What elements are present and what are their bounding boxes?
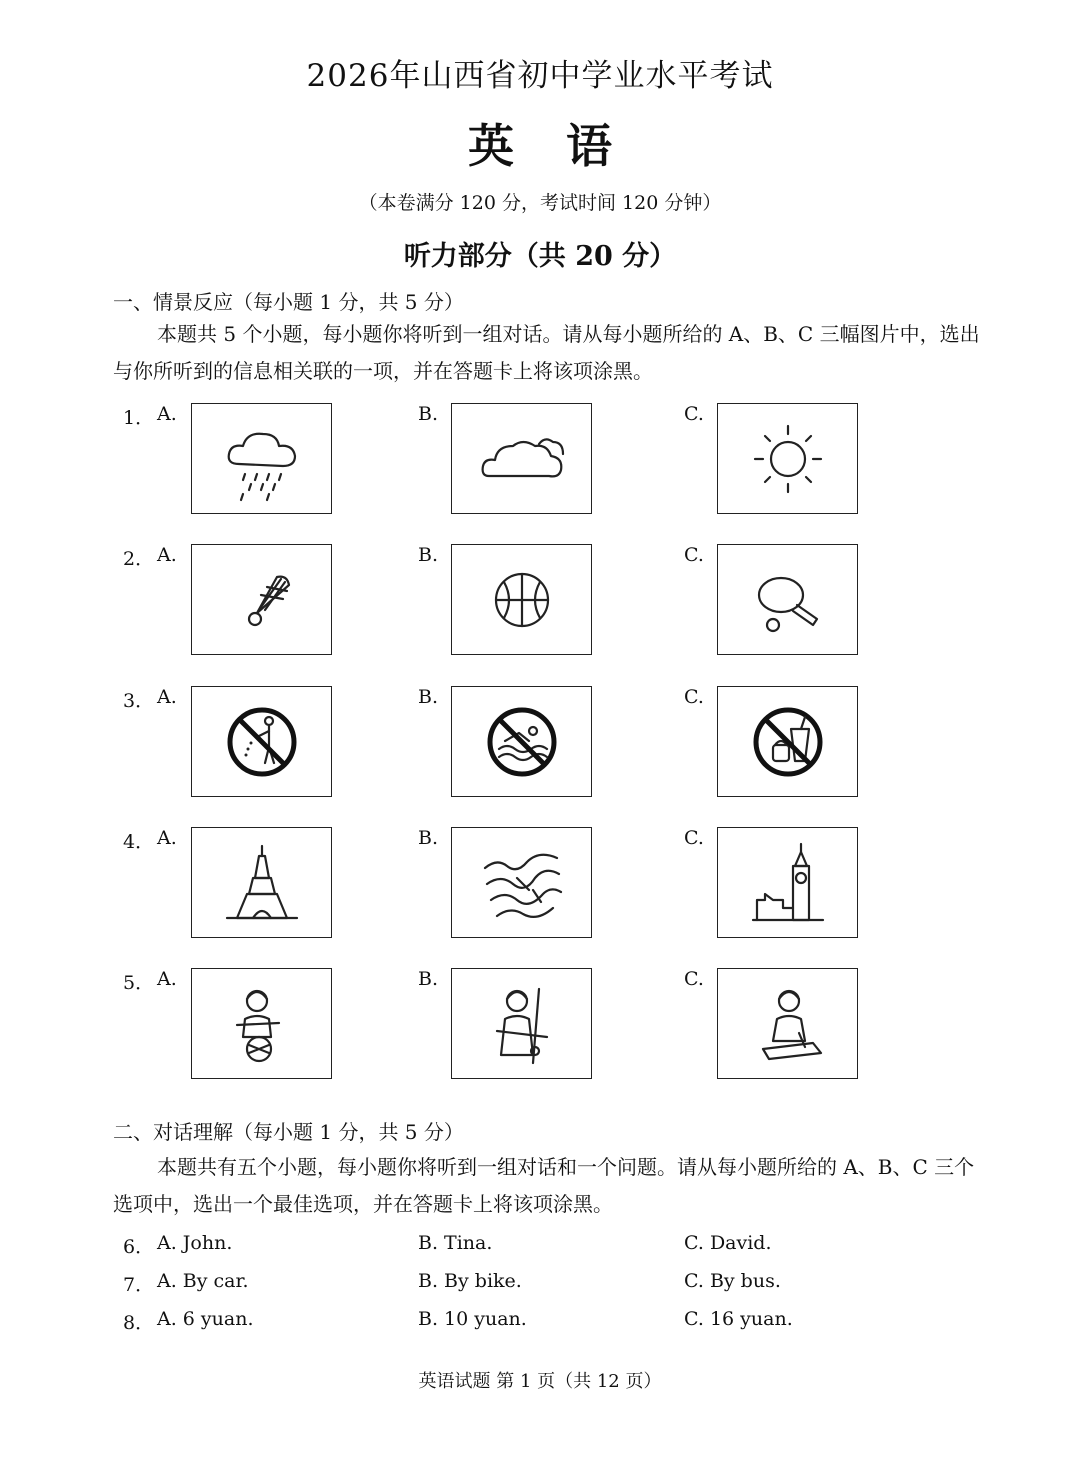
exam-note: （本卷满分 120 分，考试时间 120 分钟） xyxy=(358,192,722,214)
no-food-drink-icon xyxy=(743,697,833,787)
option-a-label: A. xyxy=(157,544,177,566)
option-b-picture[interactable] xyxy=(451,403,592,514)
subject-title: 英语 xyxy=(468,119,664,173)
option-b: B. 10 yuan. xyxy=(418,1308,527,1330)
no-swimming-icon xyxy=(477,697,567,787)
question-num: 4． xyxy=(123,831,155,853)
option-b: B. By bike. xyxy=(418,1270,522,1292)
question-num: 7． xyxy=(123,1274,155,1296)
option-b-label: B. xyxy=(418,544,439,566)
option-b-picture[interactable] xyxy=(451,686,592,797)
sun-icon xyxy=(743,414,833,504)
shuttlecock-icon xyxy=(217,555,307,645)
option-b: B. Tina. xyxy=(418,1232,493,1254)
option-b-label: B. xyxy=(418,686,439,708)
page-footer: 英语试题 第 1 页（共 12 页） xyxy=(418,1371,662,1392)
option-c-label: C. xyxy=(684,544,704,566)
option-b-picture[interactable] xyxy=(451,544,592,655)
big-ben-icon xyxy=(743,838,833,928)
option-a-label: A. xyxy=(157,827,177,849)
option-a-picture[interactable] xyxy=(191,827,332,938)
option-c-label: C. xyxy=(684,968,704,990)
part-title: 听力部分（共 20 分） xyxy=(403,241,677,272)
question-num: 6． xyxy=(123,1236,155,1258)
eiffel-tower-icon xyxy=(217,838,307,928)
option-a: A. By car. xyxy=(157,1270,249,1292)
rain-cloud-icon xyxy=(217,414,307,504)
question-num: 5． xyxy=(123,972,155,994)
section1-intro: 本题共 5 个小题，每小题你将听到一组对话。请从每小题所给的 A、B、C 三幅图片中，选出与你所听到的信息相关联的一项，并在答题卡上将该项涂黑。 xyxy=(113,322,980,383)
girl-playing-erhu-icon xyxy=(477,979,567,1069)
section2-heading: 二、对话理解（每小题 1 分，共 5 分） xyxy=(113,1120,464,1144)
option-c-picture[interactable] xyxy=(717,968,858,1079)
option-c-picture[interactable] xyxy=(717,827,858,938)
girl-drawing-icon xyxy=(743,979,833,1069)
option-c-picture[interactable] xyxy=(717,544,858,655)
option-c-label: C. xyxy=(684,827,704,849)
option-a-label: A. xyxy=(157,968,177,990)
exam-title: 2026年山西省初中学业水平考试 xyxy=(306,58,774,94)
option-b-label: B. xyxy=(418,968,439,990)
basketball-icon xyxy=(477,555,567,645)
option-c-picture[interactable] xyxy=(717,403,858,514)
option-c: C. 16 yuan. xyxy=(684,1308,793,1330)
option-c-label: C. xyxy=(684,686,704,708)
option-b-label: B. xyxy=(418,827,439,849)
no-littering-icon xyxy=(217,697,307,787)
girl-knitting-icon xyxy=(217,979,307,1069)
option-c-label: C. xyxy=(684,403,704,425)
option-c-picture[interactable] xyxy=(717,686,858,797)
great-wall-icon xyxy=(477,838,567,928)
section1-heading: 一、情景反应（每小题 1 分，共 5 分） xyxy=(113,290,464,314)
ping-pong-paddle-icon xyxy=(743,555,833,645)
option-b-picture[interactable] xyxy=(451,968,592,1079)
question-num: 3． xyxy=(123,690,155,712)
option-a-picture[interactable] xyxy=(191,686,332,797)
option-c: C. David. xyxy=(684,1232,772,1254)
option-a-label: A. xyxy=(157,403,177,425)
option-c: C. By bus. xyxy=(684,1270,781,1292)
question-num: 8． xyxy=(123,1312,155,1334)
question-num: 1． xyxy=(123,407,155,429)
cloud-icon xyxy=(477,414,567,504)
option-a: A. John. xyxy=(157,1232,233,1254)
option-a-label: A. xyxy=(157,686,177,708)
question-num: 2． xyxy=(123,548,155,570)
option-b-label: B. xyxy=(418,403,439,425)
option-b-picture[interactable] xyxy=(451,827,592,938)
section2-intro: 本题共有五个小题，每小题你将听到一组对话和一个问题。请从每小题所给的 A、B、C 三个选项中，选出一个最佳选项，并在答题卡上将该项涂黑。 xyxy=(113,1155,975,1216)
option-a-picture[interactable] xyxy=(191,544,332,655)
option-a: A. 6 yuan. xyxy=(157,1308,254,1330)
option-a-picture[interactable] xyxy=(191,968,332,1079)
option-a-picture[interactable] xyxy=(191,403,332,514)
